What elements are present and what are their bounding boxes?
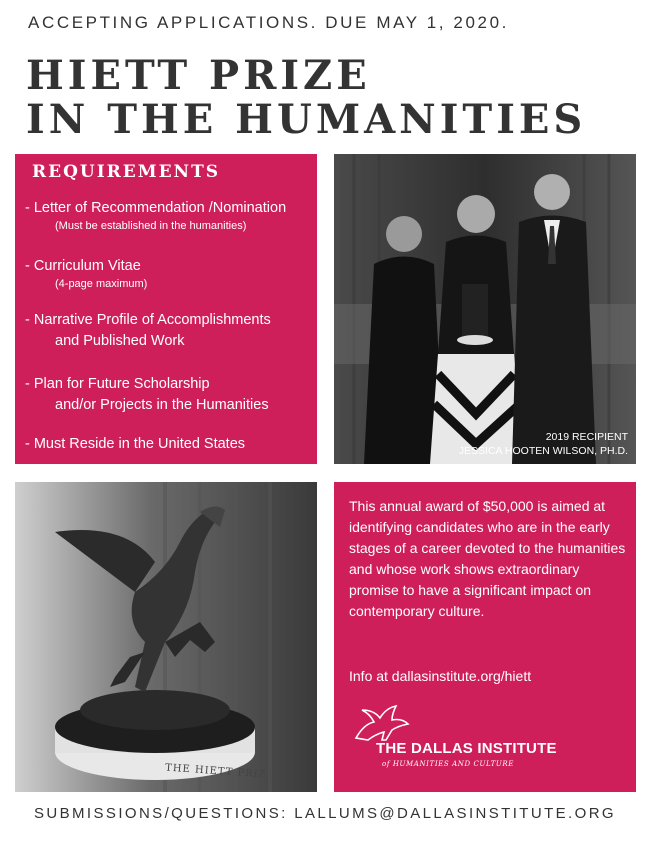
requirement-item	[25, 310, 271, 352]
page-title	[26, 54, 586, 142]
logo-subtitle: of HUMANITIES AND CULTURE	[382, 760, 515, 768]
requirement-note: and Published Work	[55, 333, 185, 349]
pegasus-logo-icon	[352, 704, 412, 742]
footer-contact: SUBMISSIONS/QUESTIONS: LALLUMS@DALLASINSTITUTE.ORG	[34, 805, 616, 822]
requirement-note: and/or Projects in the Humanities	[55, 397, 269, 413]
deadline-line: ACCEPTING APPLICATIONS. DUE MAY 1, 2020.	[28, 13, 509, 32]
title-line-1: HIETT PRIZE	[26, 52, 371, 99]
requirement-note: (Must be established in the humanities)	[55, 220, 247, 232]
title-line-2: IN THE HUMANITIES	[26, 96, 587, 143]
recipient-photo	[334, 154, 636, 464]
requirement-label: - Curriculum Vitae	[25, 258, 141, 274]
plaque-text: THE HIETT PRIZ	[164, 762, 267, 781]
requirement-item	[25, 256, 147, 292]
caption-line-1: 2019 RECIPIENT	[545, 431, 628, 443]
requirement-label: - Narrative Profile of Accomplishments	[25, 312, 271, 328]
award-panel	[334, 482, 636, 792]
requirements-heading: REQUIREMENTS	[32, 162, 220, 182]
caption-line-2: JESSICA HOOTEN WILSON, PH.D.	[458, 445, 628, 457]
info-link[interactable]: Info at dallasinstitute.org/hiett	[349, 668, 532, 684]
requirement-label: - Plan for Future Scholarship	[25, 376, 210, 392]
requirement-label: - Must Reside in the United States	[25, 436, 246, 452]
trophy-photo	[15, 482, 317, 792]
requirement-item	[25, 198, 286, 234]
logo-name: THE DALLAS INSTITUTE	[376, 740, 557, 757]
trophy-photo-illustration	[15, 482, 317, 792]
requirement-item	[25, 434, 245, 455]
requirement-item	[25, 374, 269, 416]
photo-caption	[459, 430, 628, 458]
award-description: This annual award of $50,000 is aimed at identifying candidates who are in the early stages of a career devoted to the humanities and whose work shows extraordinary promise to have a significant impact on contemporary culture.	[349, 498, 626, 619]
requirement-label: - Letter of Recommendation /Nomination	[25, 200, 287, 216]
recipient-photo-illustration	[334, 154, 636, 464]
requirement-note: (4-page maximum)	[55, 278, 148, 290]
requirements-panel	[15, 154, 317, 464]
dallas-institute-logo	[344, 704, 557, 784]
